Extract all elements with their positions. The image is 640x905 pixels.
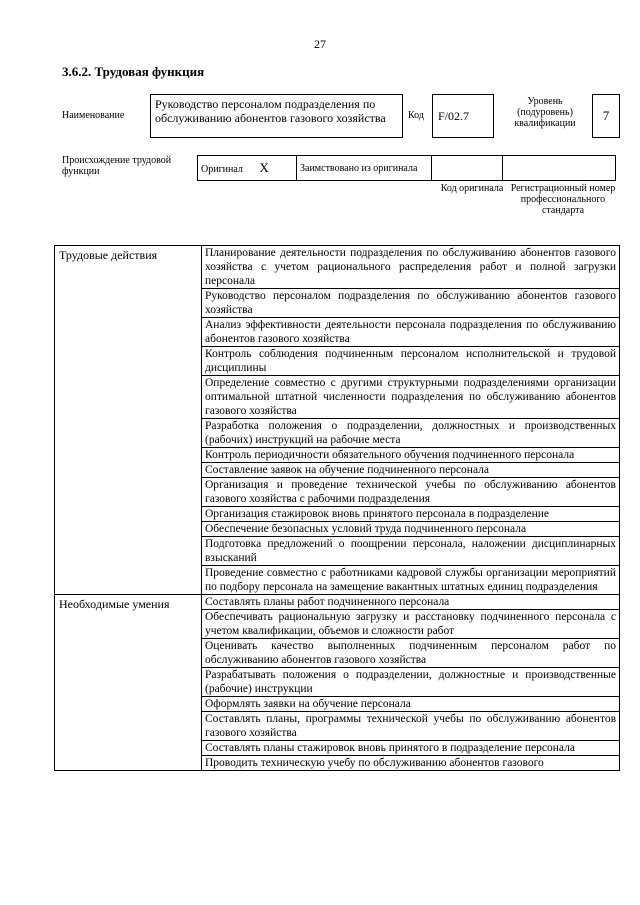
original-mark: X: [259, 159, 269, 175]
list-item: Определение совместно с другими структурными подразделениями организации оптимальной штатной численности подразделения по обслуживанию абонентов газового хозяйства: [202, 376, 620, 419]
code-original-caption: Код оригинала: [440, 183, 504, 194]
list-item: Обеспечение безопасных условий труда подчиненного персонала: [202, 522, 620, 537]
list-item: Разрабатывать положения о подразделении, должностные и производственные (рабочие) инструкции: [202, 668, 620, 697]
list-item: Организация и проведение технической учебы по обслуживанию абонентов газового хозяйства с рабочими подразделения: [202, 478, 620, 507]
list-item: Анализ эффективности деятельности персонала подразделения по обслуживанию абонентов газового хозяйства: [202, 318, 620, 347]
list-item: Проведение совместно с работниками кадровой службы организации мероприятий по подбору персонала на замещение вакантных штатных единиц подразделения: [202, 566, 620, 595]
list-item: Руководство персоналом подразделения по обслуживанию абонентов газового хозяйства: [202, 289, 620, 318]
name-label: Наименование: [62, 110, 125, 121]
list-item: Составлять планы, программы технической учебы по обслуживанию абонентов газового хозяйства: [202, 712, 620, 741]
level-value: 7: [592, 94, 620, 138]
page-number: 27: [314, 37, 326, 51]
reg-number-caption: Регистрационный номер профессионального стандарта: [510, 183, 616, 216]
list-item: Оформлять заявки на обучение персонала: [202, 697, 620, 712]
table-row: [55, 246, 620, 289]
level-label: Уровень (подуровень) квалификации: [514, 96, 576, 129]
list-item: Организация стажировок вновь принятого персонала в подразделение: [202, 507, 620, 522]
list-item: Составлять планы работ подчиненного персонала: [202, 595, 620, 610]
origin-table: [197, 155, 616, 181]
code-label: Код: [408, 110, 424, 121]
labor-function-table: [54, 245, 620, 771]
list-item: Разработка положения о подразделении, должностных и производственных (рабочих) инструкций на рабочие места: [202, 419, 620, 448]
original-cell: [198, 156, 297, 181]
list-item: Составление заявок на обучение подчиненного персонала: [202, 463, 620, 478]
list-item: Составлять планы стажировок вновь принятого в подразделение персонала: [202, 741, 620, 756]
reg-number-cell: [503, 156, 616, 181]
name-value: Руководство персоналом подразделения по обслуживанию абонентов газового хозяйства: [150, 94, 403, 138]
section-heading: Трудовые действия: [55, 246, 202, 595]
list-item: Подготовка предложений о поощрении персонала, наложении дисциплинарных взысканий: [202, 537, 620, 566]
borrowed-cell: Заимствовано из оригинала: [297, 156, 432, 181]
section-title: 3.6.2. Трудовая функция: [62, 64, 205, 79]
list-item: Планирование деятельности подразделения по обслуживанию абонентов газового хозяйства с учетом рационального распределения работ и полной загрузки персонала: [202, 246, 620, 289]
origin-label: Происхождение трудовой функции: [62, 155, 172, 177]
section-heading: Необходимые умения: [55, 595, 202, 771]
list-item: Контроль периодичности обязательного обучения подчиненного персонала: [202, 448, 620, 463]
original-label: Оригинал: [201, 163, 243, 175]
code-value: F/02.7: [432, 94, 494, 138]
table-row: [55, 595, 620, 610]
code-original-cell: [432, 156, 503, 181]
list-item: Контроль соблюдения подчиненным персоналом исполнительской и трудовой дисциплины: [202, 347, 620, 376]
list-item: Проводить техническую учебу по обслуживанию абонентов газового: [202, 756, 620, 771]
list-item: Оценивать качество выполненных подчиненным персоналом работ по обслуживанию абонентов газового хозяйства: [202, 639, 620, 668]
list-item: Обеспечивать рациональную загрузку и расстановку подчиненного персонала с учетом квалификации, объемов и сложности работ: [202, 610, 620, 639]
